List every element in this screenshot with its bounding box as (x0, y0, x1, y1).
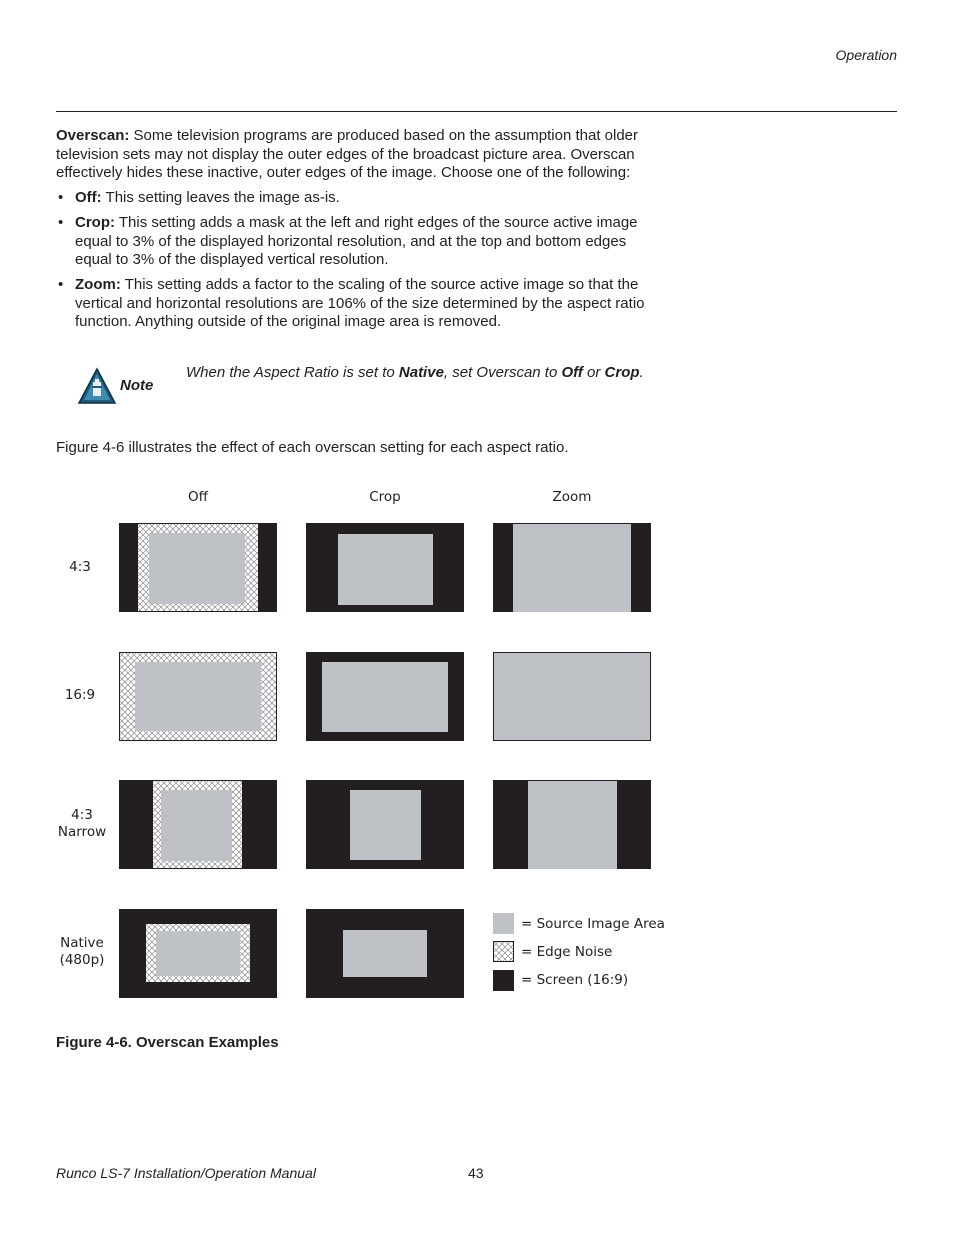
overscan-term: Overscan: (56, 127, 130, 144)
column-heading-crop: Crop (369, 489, 401, 505)
note-label: Note (120, 377, 154, 394)
page-number: 43 (468, 1165, 484, 1181)
option-term: Off: (75, 189, 102, 206)
panel-4-3-zoom (493, 523, 651, 612)
panel-16-9-crop (306, 652, 464, 741)
row-label-4-3-narrow: 4:3 Narrow (57, 807, 107, 840)
legend-label-source: = Source Image Area (521, 916, 665, 932)
panel-4-3-narrow-crop (306, 780, 464, 869)
column-heading-zoom: Zoom (552, 489, 592, 505)
option-term: Zoom: (75, 276, 121, 293)
panel-4-3-crop (306, 523, 464, 612)
panel-16-9-zoom (493, 652, 651, 741)
header-rule (56, 111, 897, 112)
panel-native-crop (306, 909, 464, 998)
running-header: Operation (835, 47, 897, 63)
bullet-dot: • (58, 189, 64, 206)
option-text: This setting adds a mask at the left and right edges of the source active image equal to 3% of the displayed horizontal resolution, and at the top and bottom edges equal to 3% of the displayed vertical resolution. (75, 214, 638, 269)
option-text: This setting leaves the image as-is. (101, 189, 340, 206)
row-label-16-9: 16:9 (64, 687, 96, 703)
row-label-4-3: 4:3 (69, 559, 91, 575)
overscan-intro (56, 127, 656, 183)
panel-4-3-narrow-off (119, 780, 277, 869)
option-text: This setting adds a factor to the scaling of the source active image so that the vertical and horizontal resolutions are 106% of the size determined by the aspect ratio function. Anything outside of the original image area is removed. (75, 276, 645, 331)
row-label-native: Native (480p) (59, 935, 105, 968)
bullet-dot: • (58, 214, 64, 231)
overscan-description: Some television programs are produced based on the assumption that older television sets may not display the outer edges of the broadcast picture area. Overscan effectively hides these inactive, outer edges of the image. Choose one of the following: (56, 127, 639, 182)
panel-16-9-off (119, 652, 277, 741)
bullet-dot: • (58, 276, 64, 293)
footer-manual-title: Runco LS-7 Installation/Operation Manual (56, 1165, 316, 1181)
column-heading-off: Off (188, 489, 208, 505)
figure-intro: Figure 4-6 illustrates the effect of each overscan setting for each aspect ratio. (56, 439, 569, 456)
legend-swatch-screen (493, 970, 514, 991)
legend-label-noise: = Edge Noise (521, 944, 613, 960)
legend-label-screen: = Screen (16:9) (521, 972, 629, 988)
panel-4-3-off (119, 523, 277, 612)
option-term: Crop: (75, 214, 115, 231)
note-text: When the Aspect Ratio is set to Native, set Overscan to Off or Crop. (186, 364, 644, 381)
legend-swatch-source (493, 913, 514, 934)
legend-swatch-noise (493, 941, 514, 962)
note-icon (77, 367, 117, 405)
panel-native-off (119, 909, 277, 998)
panel-4-3-narrow-zoom (493, 780, 651, 869)
figure-caption: Figure 4-6. Overscan Examples (56, 1034, 279, 1051)
